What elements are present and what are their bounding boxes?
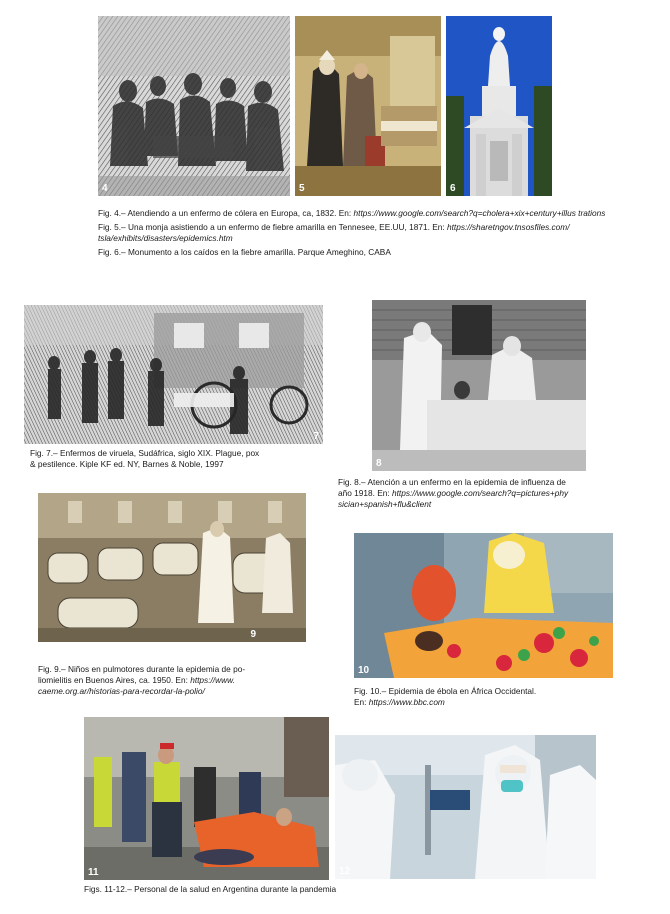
figure-11-image — [84, 717, 329, 880]
caption-fig-4 — [98, 208, 605, 219]
caption-fig-9-cont-2 — [38, 686, 205, 697]
caption-fig-9-cont — [38, 675, 235, 686]
caption-fig-8-cont — [338, 488, 568, 499]
caption-fig-4-label: Fig. 4.– Atendiendo a un enfermo de cólera en Europa, ca, 1832. En: — [98, 208, 354, 218]
figure-6-image — [446, 16, 552, 196]
caption-fig-10-line-1: Fig. 10.– Epidemia de ébola en África Occidental. — [354, 686, 537, 696]
caption-fig-7 — [30, 448, 259, 459]
caption-fig-10-line-2-label: En: — [354, 697, 369, 707]
caption-figs-11-12-label: Figs. 11-12.– Personal de la salud en Argentina durante la pandemia — [84, 884, 337, 894]
caption-fig-5-cont — [98, 233, 233, 244]
caption-fig-7-line-2: & pestilence. Kiple KF ed. NY, Barnes & Noble, 1997 — [30, 459, 224, 469]
figure-12-image — [335, 735, 596, 879]
figure-5-number: 5 — [299, 183, 305, 194]
figure-9-number: 9 — [250, 629, 256, 640]
figure-9-image — [38, 493, 306, 642]
caption-fig-5-url-1[interactable]: https://sharetngov.tnsosfiles.com/ — [446, 222, 570, 232]
figure-6-number: 6 — [450, 183, 456, 194]
caption-fig-9-line-1: Fig. 9.– Niños en pulmotores durante la epidemia de po- — [38, 664, 246, 674]
caption-figs-11-12 — [84, 884, 336, 895]
figure-12-number: 12 — [339, 866, 351, 877]
caption-fig-9 — [38, 664, 245, 675]
caption-fig-8-url-2[interactable]: sician+spanish+flu&client — [338, 499, 432, 509]
figure-4-image — [98, 16, 290, 196]
figure-7-number: 7 — [313, 431, 319, 442]
caption-fig-5-label: Fig. 5.– Una monja asistiendo a un enfermo de fiebre amarilla en Tennesee, EE.UU, 1871. En: — [98, 222, 447, 232]
figure-5-image — [295, 16, 441, 196]
caption-fig-7-line-1: Fig. 7.– Enfermos de viruela, Sudáfrica, siglo XIX. Plague, pox — [30, 448, 260, 458]
caption-fig-7-cont — [30, 459, 224, 470]
caption-fig-8-cont-2 — [338, 499, 431, 510]
caption-fig-9-line-2-label: liomielitis en Buenos Aires, ca. 1950. En: — [38, 675, 191, 685]
caption-fig-10-url[interactable]: https://www.bbc.com — [368, 697, 445, 707]
caption-fig-9-url-1[interactable]: https://www. — [190, 675, 235, 685]
figure-8-image — [372, 300, 586, 471]
caption-fig-8 — [338, 477, 566, 488]
caption-fig-6 — [98, 247, 391, 258]
caption-fig-6-label: Fig. 6.– Monumento a los caídos en la fiebre amarilla. Parque Ameghino, CABA — [98, 247, 391, 257]
figure-11-number: 11 — [88, 867, 99, 878]
caption-fig-5 — [98, 222, 570, 233]
figure-4-number: 4 — [102, 183, 108, 194]
figure-10-image — [354, 533, 613, 678]
caption-fig-8-url-1[interactable]: https://www.google.com/search?q=pictures+phy — [391, 488, 569, 498]
caption-fig-4-url[interactable]: https://www.google.com/search?q=cholera+xix+century+illus trations — [353, 208, 606, 218]
figure-10-number: 10 — [358, 665, 370, 676]
caption-fig-5-url-2[interactable]: tsla/exhibits/disasters/epidemics.htm — [98, 233, 233, 243]
figure-7-image — [24, 305, 323, 444]
caption-fig-10-cont — [354, 697, 445, 708]
caption-fig-8-line-2-label: año 1918. En: — [338, 488, 392, 498]
caption-fig-9-url-2[interactable]: caeme.org.ar/historias-para-recordar-la-polio/ — [38, 686, 205, 696]
caption-fig-10 — [354, 686, 536, 697]
caption-fig-8-line-1: Fig. 8.– Atención a un enfermo en la epidemia de influenza de — [338, 477, 566, 487]
figure-8-number: 8 — [376, 458, 382, 469]
